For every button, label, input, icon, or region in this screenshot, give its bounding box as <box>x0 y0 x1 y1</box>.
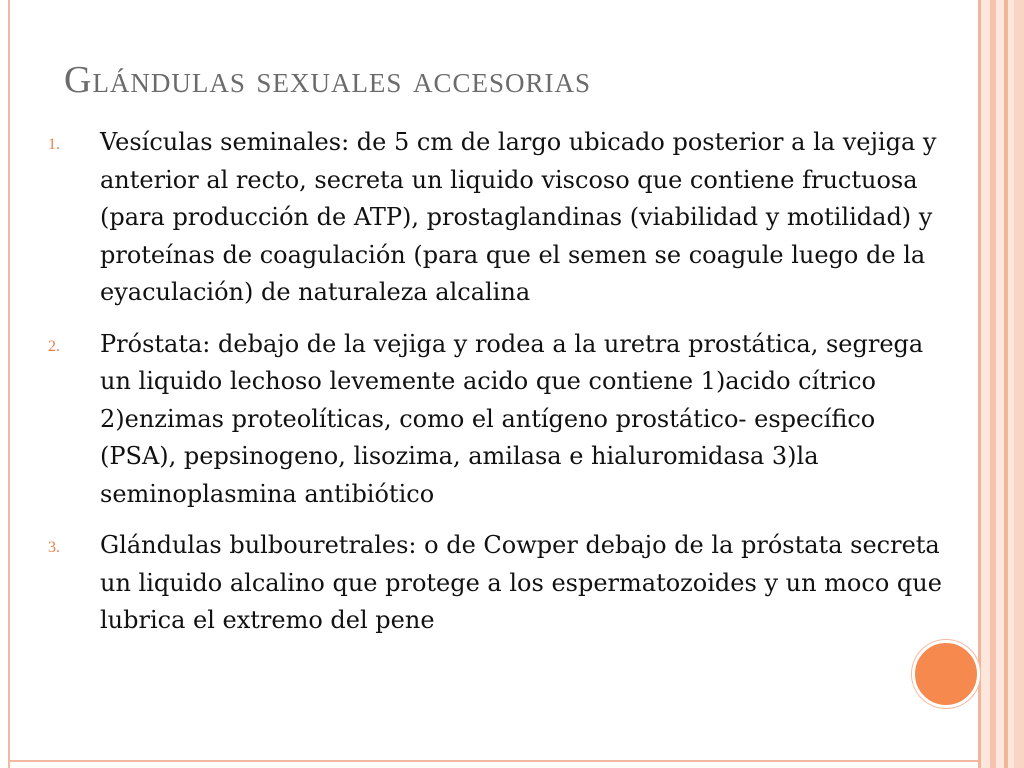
frame-bottom-line <box>8 760 978 762</box>
list-item <box>48 326 958 514</box>
list-text: Vesículas seminales: de 5 cm de largo ubicado posterior a la vejiga y anterior al recto, secreta un liquido viscoso que contiene fructuosa (para producción de ATP), prostaglandinas (viabilidad y motilidad) y proteínas de coagulación (para que el semen se coagule luego de la eyaculación) de naturaleza alcalina <box>100 128 937 306</box>
stripe <box>990 0 996 768</box>
content-list <box>48 124 958 654</box>
frame-left-line <box>8 0 10 768</box>
list-item <box>48 124 958 312</box>
stripe <box>978 0 981 768</box>
stripe <box>1004 0 1008 768</box>
decorative-circle <box>912 640 980 708</box>
list-number: 3. <box>48 539 60 556</box>
list-text: Próstata: debajo de la vejiga y rodea a la uretra prostática, segrega un liquido lechoso levemente acido que contiene 1)acido cítrico 2)enzimas proteolíticas, como el antígeno prostático- específico (PSA), pepsinogeno, lisozima, amilasa e hialuromidasa 3)la seminoplasmina antibiótico <box>100 329 924 508</box>
list-number: 1. <box>48 136 60 153</box>
decorative-stripes <box>978 0 1024 768</box>
list-item <box>48 527 958 640</box>
list-number: 2. <box>48 337 60 355</box>
stripe <box>1014 0 1024 768</box>
slide-title: Glándulas sexuales accesorias <box>64 59 591 101</box>
list-text: Glándulas bulbouretrales: o de Cowper debajo de la próstata secreta un liquido alcalino que protege a los espermatozoides y un moco que lubrica el extremo del pene <box>100 531 942 634</box>
